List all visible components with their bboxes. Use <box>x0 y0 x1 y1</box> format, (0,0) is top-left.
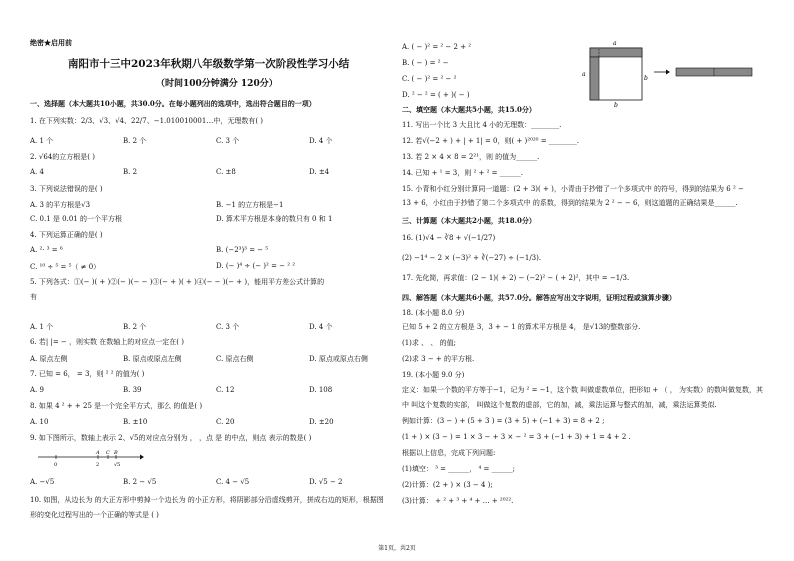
q10-option-c: C. ( − )² = ² − ² <box>402 75 457 83</box>
q10-stem: 10. 如图，从边长为 的大正方形中剪掉一个边长为 的小正方形，将阴影部分沿虚线剪开，拼成右边的矩形，根据图 <box>30 496 384 504</box>
q9-option-d: D. √5 − 2 <box>309 478 343 486</box>
q5-option-d: D. 4 个 <box>309 323 333 331</box>
q8-option-d: D. ±20 <box>309 418 334 426</box>
secret-label: 绝密★启用前 <box>30 38 72 47</box>
q6-option-c: C. 原点右侧 <box>216 355 254 363</box>
q4-stem: 4. 下列运算正确的是( ) <box>30 231 103 239</box>
q2-option-a: A. 4 <box>30 168 44 176</box>
label-c: C <box>106 450 110 456</box>
q6-option-b: B. 原点或原点左侧 <box>123 355 182 363</box>
q2-stem: 2. √64的立方根是( ) <box>30 153 95 161</box>
q9-option-b: B. 2 − √5 <box>123 478 157 486</box>
q19-part3: (3)计算： + ² + ³ + ⁴ + … + ²⁰²². <box>402 497 514 505</box>
q5-stem-2: 有 <box>30 293 37 301</box>
q19-def-line1: 定义：如果一个数的平方等于−1，记为 ² = −1，这个数 叫做虚数单位，把形如 + （ ， 为实数）的数叫做复数，其 <box>402 386 763 394</box>
q1-option-d: D. 4 个 <box>309 137 333 145</box>
page-subtitle: （时间100分钟满分 120分） <box>156 79 278 89</box>
q4-option-b: B. (−2³)³ = − ⁵ <box>216 246 269 254</box>
label-2: 2 <box>96 462 100 468</box>
q7-stem: 7. 已知 = 6， = 3，则 ² ² 的值为( ) <box>30 370 145 378</box>
q19-part2: (2)计算：(2 + ) × (3 − 4 ); <box>402 481 493 489</box>
q10-option-d: D. ² − ² = ( + )( − ) <box>402 91 470 99</box>
label-b: B <box>114 450 118 456</box>
q10-option-a: A. ( − )² = ² − 2 + ² <box>402 43 472 51</box>
q5-option-c: C. 3 个 <box>216 323 240 331</box>
q6-option-a: A. 原点左侧 <box>30 355 68 363</box>
label-a: A <box>96 450 100 456</box>
arrow-right-icon <box>666 70 670 75</box>
arrow-right-icon <box>140 455 144 460</box>
q4-option-a: A. ²· ³ = ⁶ <box>30 246 63 254</box>
q2-option-c: C. ±8 <box>216 168 236 176</box>
q19-part1: (1)填空： ³ = ______， ⁴ = ______; <box>402 465 515 473</box>
q19-example1: 例如计算：(3 − ) + (5 + 3 ) = (3 + 5) + (−1 + 3) = 8 + 2 ; <box>402 417 605 425</box>
label-0: 0 <box>54 462 58 468</box>
q15-stem-line1: 15. 小青和小红分别计算同一道题：(2 + 3)( + )，小青由于抄错了一个多项式中 的符号，得到的结果为 6 ² − <box>402 185 744 193</box>
q9-option-a: A. −√5 <box>30 478 55 486</box>
section-4-heading: 四、解答题（本大题共6小题，共57.0分。解答应写出文字说明，证明过程或演算步骤） <box>402 293 676 302</box>
shaded-left-strip <box>590 57 599 100</box>
q1-option-c: C. 3 个 <box>216 137 240 145</box>
q1-option-a: A. 1 个 <box>30 137 54 145</box>
q5-stem: 5. 下列各式：①(− )( + )②(− )(− − )③(− + )( + )④(− − )(− + )，能用平方差公式计算的 <box>30 278 325 286</box>
q4-option-c: C. ¹⁰ ÷ ⁵ = ⁵（ ≠ 0） <box>30 263 101 271</box>
q17-stem: 17. 先化简，再求值：(2 − 1)( + 2) − (−2)² − ( + 2)²，其中 = −1/3. <box>402 274 630 282</box>
q7-option-b: B. 39 <box>123 386 142 394</box>
q8-option-b: B. ±10 <box>123 418 148 426</box>
q3-option-d: D. 算术平方根是本身的数只有 0 和 1 <box>216 215 333 223</box>
q7-option-a: A. 9 <box>30 386 44 394</box>
q10-option-b: B. ( − ) = ² − <box>402 59 449 67</box>
q1-option-b: B. 2 个 <box>123 137 147 145</box>
q11-stem: 11. 写出一个比 3 大且比 4 小的无理数：________. <box>402 121 562 129</box>
q13-stem: 13. 若 2 × 4 × 8 = 2²¹，则 的值为______. <box>402 153 540 161</box>
page-title: 南阳市十三中2023年秋期八年级数学第一次阶段性学习小结 <box>68 58 350 70</box>
q16-part2: (2) −1⁴ − 2 × (−3)² + ∛(−27) ÷ (−1/3). <box>402 254 542 262</box>
q19-example2: (1 + ) × (3 − ) = 1 × 3 − + 3 × − ² = 3 + (−1 + 3) + 1 = 4 + 2 . <box>402 433 631 441</box>
q2-option-d: D. ±4 <box>309 168 330 176</box>
q8-option-c: C. 20 <box>216 418 235 426</box>
q7-option-d: D. 108 <box>309 386 333 394</box>
q4-option-d: D. (− )⁴ ÷ (− )² = − ² ² <box>216 262 296 270</box>
label-b-right: b <box>644 75 648 82</box>
q2-option-b: B. 2 <box>123 168 138 176</box>
q18-part2: (2)求 3 − + 的平方根. <box>402 355 475 363</box>
q3-option-a: A. 3 的平方根是√3 <box>30 201 91 209</box>
label-b-bottom: b <box>614 102 618 109</box>
q5-option-b: B. 2 个 <box>123 323 147 331</box>
label-sqrt5: √5 <box>114 462 121 468</box>
q1-stem: 1. 在下列实数：2/3、√3、√4、22/7、−1.010010001…中，无理数有( ) <box>30 117 264 125</box>
q3-stem: 3. 下列说法错误的是( ) <box>30 185 103 193</box>
q18-part1: (1)求 、 、 的值; <box>402 339 456 347</box>
section-3-heading: 三、计算题（本大题共2小题，共18.0分） <box>402 216 536 225</box>
q18-stem: 已知 5 + 2 的立方根是 3，3 + − 1 的算术平方根是 4， 是√13的整数部分. <box>402 323 641 331</box>
label-a-left: a <box>582 71 586 78</box>
q16-part1: 16. (1)√4 − ∛8 + √(−1/27) <box>402 234 496 242</box>
number-line-figure <box>36 448 146 470</box>
q5-option-a: A. 1 个 <box>30 323 54 331</box>
q3-option-c: C. 0.1 是 0.01 的一个平方根 <box>30 215 122 223</box>
q8-option-a: A. 10 <box>30 418 49 426</box>
q12-stem: 12. 若√(−2 + ) + | + 1| = 0，则( + )²⁰²⁰ = ________. <box>402 137 580 145</box>
label-a-top: a <box>613 40 617 47</box>
q6-option-d: D. 原点或原点右侧 <box>309 355 368 363</box>
q6-stem: 6. 若| |= − ，则实数 在数轴上的对应点一定在( ) <box>30 338 184 346</box>
square-figure <box>580 38 760 110</box>
q19-heading: 19. (本小题 9.0 分) <box>402 371 465 379</box>
q8-stem: 8. 如果 4 ² + + 25 是一个完全平方式，那么 的值是( ) <box>30 402 203 410</box>
shaded-top-strip <box>590 48 642 57</box>
q7-option-c: C. 12 <box>216 386 235 394</box>
q14-stem: 14. 已知 + ¹ = 3，则 ² + ² = ______. <box>402 169 523 177</box>
q19-def-line2: 中 叫这个复数的实部， 叫做这个复数的虚部，它的加，减，乘法运算与整式的加，减，乘法运算类似. <box>402 401 717 409</box>
section-1-heading: 一、选择题（本大题共10小题，共30.0分。在每小题列出的选项中，选出符合题目的一项） <box>30 99 316 108</box>
q9-stem: 9. 如下图所示，数轴上表示 2、√5的对应点分别为 ， ，点 是 的中点，则点 表示的数是( ) <box>30 434 312 442</box>
q18-heading: 18. (本小题 8.0 分) <box>402 309 465 317</box>
q15-stem-line2: 13 + 6，小红由于抄错了第二个多项式中 的系数，得到的结果为 2 ² − − 6，则这道题的正确结果是______. <box>402 199 738 207</box>
q10-stem-2: 形的变化过程写出的一个正确的等式是 ( ) <box>30 511 159 519</box>
page-footer: 第1页，共2页 <box>378 545 416 552</box>
q3-option-b: B. −1 的立方根是−1 <box>216 201 284 209</box>
q19-instructions: 根据以上信息，完成下列问题: <box>402 449 496 457</box>
section-2-heading: 二、填空题（本大题共5小题，共15.0分） <box>402 105 536 114</box>
q9-option-c: C. 4 − √5 <box>216 478 250 486</box>
